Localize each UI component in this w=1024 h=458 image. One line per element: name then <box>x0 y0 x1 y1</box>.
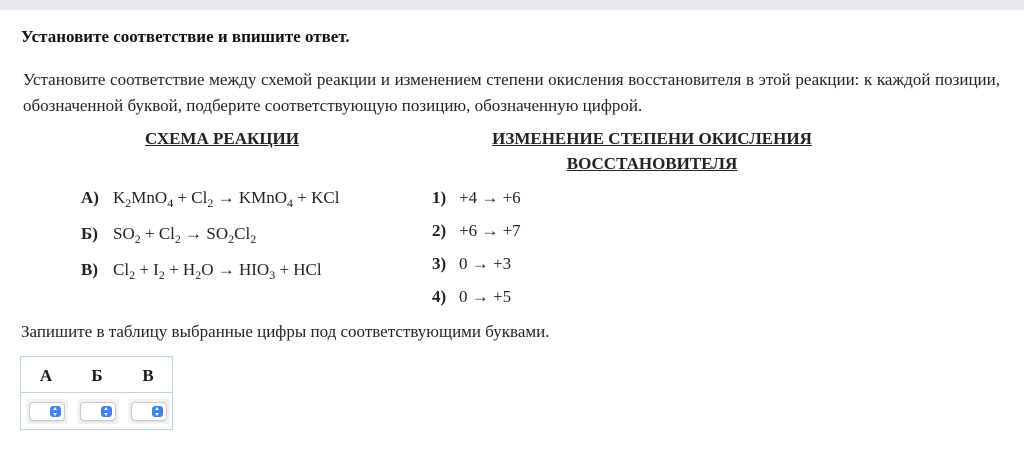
select-arrows-icon <box>152 406 163 417</box>
answer-header-c: В <box>142 366 154 385</box>
reaction-formula: $Cl_2 + I_2 + H_2O \to HIO_3$ + HCl <box>113 260 322 282</box>
task-title: Установите соответствие и впишите ответ. <box>21 27 350 46</box>
select-arrows-icon <box>101 406 112 417</box>
option-text: 0 → +5 <box>459 287 512 306</box>
reaction-item-a <box>81 188 339 208</box>
reaction-letter: Б) <box>81 224 98 243</box>
option-text: 0 → +3 <box>459 254 512 273</box>
option-item-4 <box>432 287 511 307</box>
reaction-letter: В) <box>81 260 98 279</box>
option-text: +6 → +7 <box>459 221 521 240</box>
option-item-1 <box>432 188 521 208</box>
reaction-item-b <box>81 224 256 244</box>
answer-select-c[interactable] <box>131 402 167 421</box>
oxidation-change-heading-line1: ИЗМЕНЕНИЕ СТЕПЕНИ ОКИСЛЕНИЯ <box>492 129 812 148</box>
answer-instruction: Запишите в таблицу выбранные цифры под соответствующими буквами. <box>21 322 550 341</box>
option-item-3 <box>432 254 511 274</box>
answer-select-b[interactable] <box>80 402 116 421</box>
top-strip <box>0 0 1024 10</box>
reaction-formula: $SO_2 + Cl_2 \to SO_2Cl_2$ <box>113 224 257 246</box>
option-number: 1) <box>432 188 447 207</box>
oxidation-change-heading-line2: ВОССТАНОВИТЕЛЯ <box>566 154 738 173</box>
option-item-2 <box>432 221 521 241</box>
reaction-formula: $K_2MnO_4 + Cl_2$ → KMnO$_4$ + KCl <box>113 188 340 210</box>
option-number: 4) <box>432 287 447 306</box>
option-number: 2) <box>432 221 447 240</box>
answer-select-a[interactable] <box>29 402 65 421</box>
task-statement: Установите соответствие между схемой реакции и изменением степени окисления восстановителя в этой реакции: к каждой позиции, обозначенной буквой, подберите соответствующую позицию, обозначенную цифрой. <box>23 70 1000 115</box>
answer-header-b: Б <box>91 366 103 385</box>
option-number: 3) <box>432 254 447 273</box>
select-arrows-icon <box>50 406 61 417</box>
reaction-scheme-heading-text: СХЕМА РЕАКЦИИ <box>144 129 300 148</box>
reaction-scheme-heading <box>100 126 344 151</box>
answer-table-header <box>21 357 172 393</box>
option-text: +4 → +6 <box>459 188 521 207</box>
oxidation-change-heading <box>430 126 874 176</box>
answer-table <box>20 356 173 430</box>
answer-header-a: А <box>39 366 53 385</box>
reaction-letter: А) <box>81 188 99 207</box>
reaction-item-c <box>81 260 322 280</box>
